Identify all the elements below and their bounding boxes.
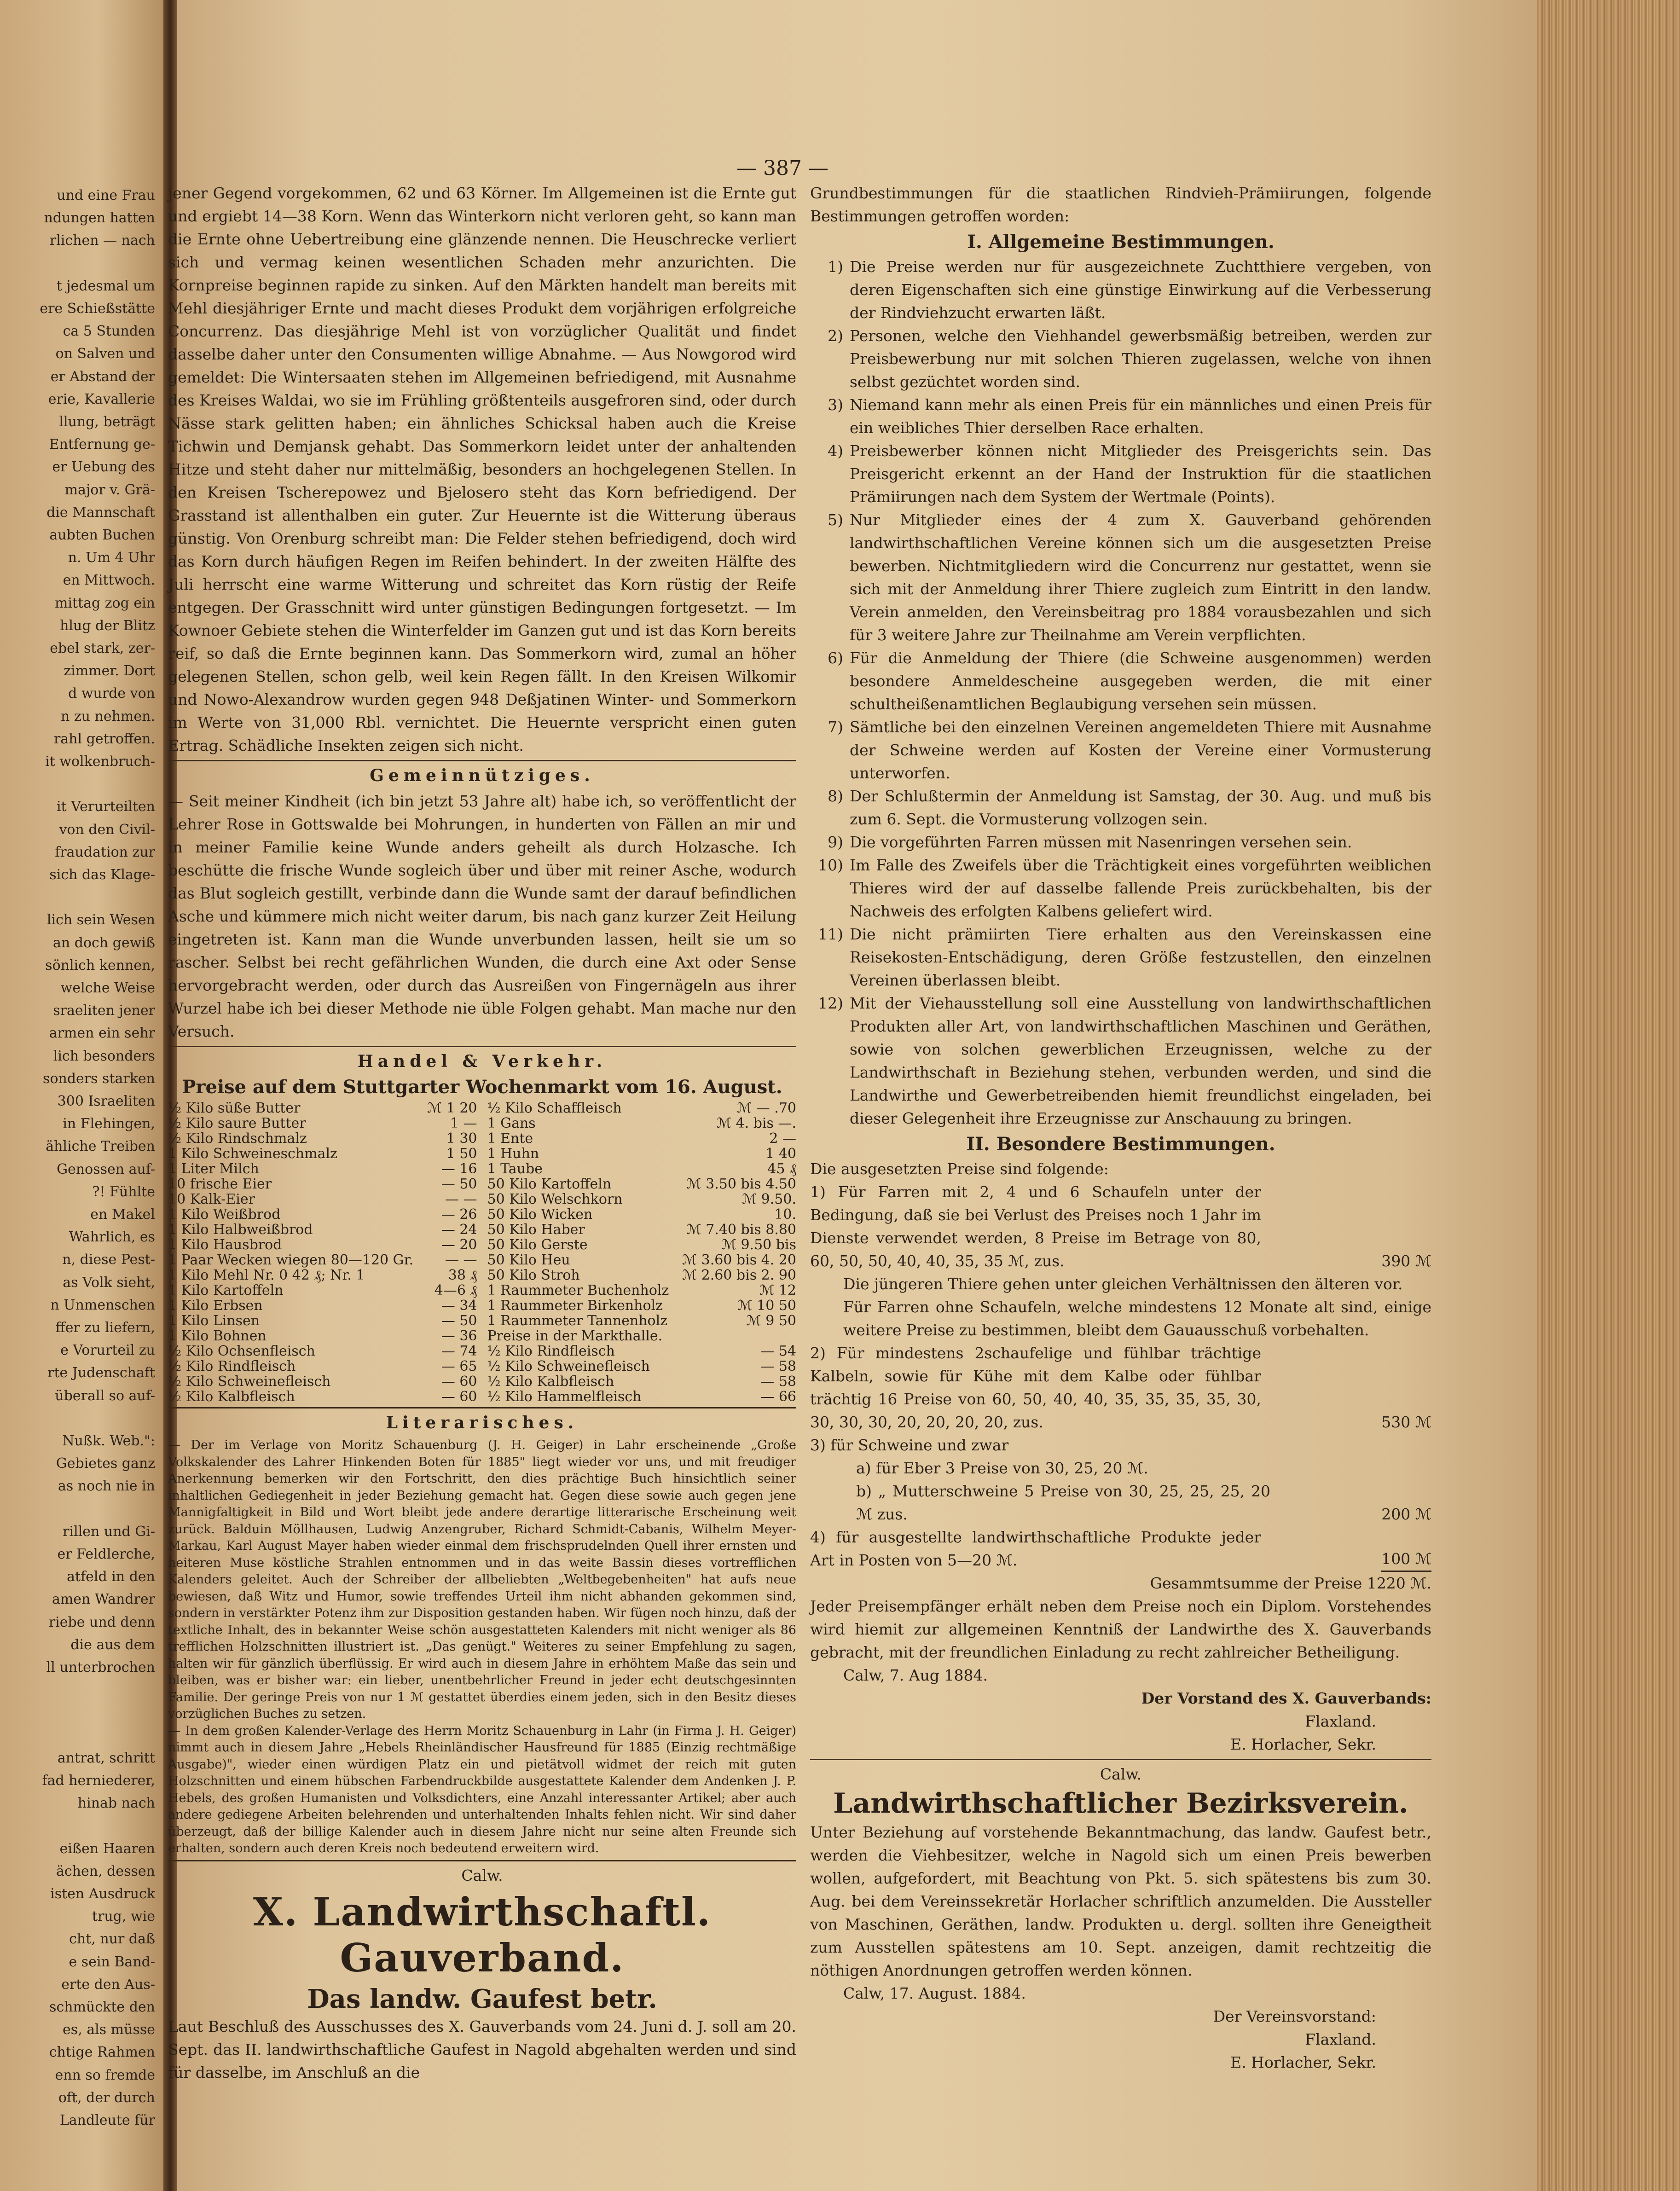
bezirksverein-title: Landwirthschaftlicher Bezirksverein.	[833, 1787, 1408, 1820]
left-page-line: erie, Kavallerie	[48, 391, 155, 407]
left-page-line: er Feldlerche,	[57, 1546, 155, 1562]
left-page-line: fad herniederer,	[42, 1773, 155, 1789]
price-item: ½ Kilo Hammelfleisch	[487, 1389, 642, 1405]
left-page-line: Wahrlich, es	[69, 1229, 155, 1246]
price-value: — 60	[441, 1389, 477, 1405]
price-value: 1 —	[450, 1115, 477, 1131]
bezirksverein-text: Unter Beziehung auf vorstehende Bekanntmachung, das landw. Gaufest betr., werden die Viehbesitzer, welche in Nagold sich um einen Preis bewerben wollen, aufgefordert, mit Beachtung von Pkt. 5. sich spätestens bis zum 30. Aug. bei dem Vereinssekretär Horlacher schriftlich anzumelden. Die Aussteller von Maschinen, Geräthen, landw. Produkten u. dergl. sollten ihre Geneigtheit zum Ausstellen spätestens am 10. Sept. anzeigen, damit rechtzeitig die nöthigen Anordnungen getroffen werden können.	[810, 1823, 1431, 1979]
price-row	[487, 1298, 797, 1313]
price-row	[487, 1374, 797, 1389]
price-item: ½ Kilo Rindschmalz	[168, 1130, 307, 1147]
section-heading-literarisches: Literarisches.	[386, 1413, 579, 1432]
price-row	[168, 1222, 477, 1237]
announcement-text: Laut Beschluß des Ausschusses des X. Gauverbands vom 24. Juni d. J. soll am 20. Sept. das II. landwirthschaftliche Gaufest in Nagold abgehalten werden und sind für dasselbe, im Anschluß an die	[168, 2017, 796, 2081]
price-value: — —	[445, 1252, 477, 1268]
left-page-line: it wolkenbruch-	[45, 754, 155, 770]
announcement-subtitle: Das landw. Gaufest betr.	[307, 1983, 657, 2014]
price-item: 1 Kilo Linsen	[168, 1313, 260, 1329]
price-value: ℳ 3.60 bis 4. 20	[682, 1252, 796, 1268]
left-page-line: rillen und Gi-	[63, 1523, 155, 1540]
price-table	[168, 1101, 796, 1404]
prize-4-sum: 100 ℳ	[1381, 1548, 1431, 1572]
price-row	[487, 1313, 797, 1328]
special-intro: Die ausgesetzten Preise sind folgende:	[810, 1160, 1109, 1178]
left-page-line: ?! Fühlte	[92, 1183, 155, 1200]
divider	[810, 1759, 1431, 1760]
prize-4-text: 4) für ausgestellte landwirthschaftliche Produkte jeder Art in Posten von 5—20 ℳ.	[810, 1528, 1261, 1569]
left-page-line: er Abstand der	[50, 368, 155, 385]
price-row	[487, 1222, 797, 1237]
price-value: ℳ — .70	[737, 1100, 796, 1116]
price-value: — 20	[441, 1237, 477, 1253]
rule-number: 7)	[828, 718, 843, 736]
left-page-line: it Verurteilten	[57, 799, 155, 815]
price-item: 1 Raummeter Birkenholz	[487, 1298, 663, 1314]
left-page-line: oft, der durch	[58, 2089, 155, 2106]
place-calw-2: Calw.	[1100, 1765, 1142, 1783]
rule-text: Sämtliche bei den einzelnen Vereinen angemeldeten Thiere mit Ausnahme der Schweine werden auf Kosten der Vereine einer Vormusterung unterworfen.	[850, 718, 1431, 782]
left-page-line: as Volk sieht,	[63, 1274, 155, 1291]
price-item: 1 Kilo Bohnen	[168, 1328, 266, 1344]
rule-text: Die Preise werden nur für ausgezeichnete Zuchtthiere vergeben, von deren Eigenschaften sich eine günstige Einwirkung auf die Verbesserung der Rindviehzucht erwarten läßt.	[850, 258, 1431, 322]
literary-notice-2: — In dem großen Kalender-Verlage des Herrn Moritz Schauenburg in Lahr (in Firma J. H. Geiger) nimmt auch in diesem Jahre „Hebels Rheinländischer Hausfreund für 1885 (Einzig rechtmäßige Ausgabe)", wieder einen würdigen Platz ein und pietätvoll widmet der reich mit guten Holzschnitten und einem hübschen Farbendruckbilde ausgestattete Kalender dem Andenken J. P. Hebels, des großen Humanisten und Volksdichters, eine Anzahl interessanter Artikel; aber auch andere gediegene Arbeiten belehrenden und unterhaltenden Inhalts fehlen nicht. Wir sind daher überzeugt, daß der billige Kalender auch in diesem Jahre nicht nur seine alten Freunde sich erhalten, sondern auch deren Kreis noch bedeutend erweitern wird.	[168, 1723, 796, 1855]
price-value: 4—6 ₰	[434, 1282, 477, 1298]
price-row	[487, 1344, 797, 1359]
price-item: 1 Huhn	[487, 1146, 539, 1162]
price-item: ½ Kilo Schweinefleisch	[168, 1374, 331, 1390]
price-item: 50 Kilo Stroh	[487, 1267, 580, 1283]
price-item: 10 frische Eier	[168, 1176, 272, 1192]
price-value: 1 30	[446, 1130, 477, 1147]
price-row	[487, 1116, 797, 1131]
left-page-line: llung, beträgt	[59, 414, 155, 430]
price-item: 50 Kilo Wicken	[487, 1206, 593, 1223]
left-page-line: erte den Aus-	[61, 1976, 155, 1993]
prize-3b-text: b) „ Mutterschweine 5 Preise von 30, 25, 25, 25, 20 ℳ zus.	[856, 1482, 1270, 1523]
general-rules-list	[810, 255, 1431, 1130]
price-row	[487, 1283, 797, 1298]
left-page-line: schmückte den	[49, 1999, 155, 2015]
price-value: 10.	[774, 1206, 796, 1223]
price-row	[168, 1116, 477, 1131]
price-value: ℳ 2.60 bis 2. 90	[682, 1267, 796, 1283]
left-page-line: t jedesmal um	[56, 278, 155, 294]
date-2: Calw, 17. August. 1884.	[843, 1984, 1026, 2002]
price-row	[487, 1192, 797, 1207]
column-left	[168, 182, 796, 2084]
prize-3-sum: 200 ℳ	[1381, 1505, 1431, 1523]
rule-text: Im Falle des Zweifels über die Trächtigkeit eines vorgeführten weiblichen Thieres wird der auf dasselbe fallende Preis zurückbehalten, bis der Nachweis des erfolgten Kalbens geliefert wird.	[850, 856, 1431, 920]
left-page-line: ll unterbrochen	[46, 1659, 155, 1675]
prize-2-text: 2) Für mindestens 2schaufelige und fühlbar trächtige Kalbeln, sowie für Kühe mit dem Kalbe oder fühlbar trächtig 16 Preise von 60, 50, 40, 40, 35, 35, 35, 35, 30, 30, 30, 30, 20, 20, 20, 20, zus.	[810, 1344, 1261, 1431]
price-value: ℳ 9.50 bis	[721, 1237, 796, 1253]
announcement-title: X. Landwirthschaftl. Gauverband.	[253, 1889, 712, 1981]
price-row	[487, 1268, 797, 1283]
price-value: — 34	[441, 1298, 477, 1314]
rule-item	[810, 831, 1431, 854]
diplom-text: Jeder Preisempfänger erhält neben dem Preise noch ein Diplom. Vorstehendes wird hiemit zur allgemeinen Kenntniß der Landwirthe des X. Gauverbands gebracht, mit der freundlichen Einladung zu recht zahlreicher Betheiligung.	[810, 1597, 1431, 1661]
price-value: 2 —	[769, 1130, 796, 1147]
left-page-line: in Flehingen,	[63, 1116, 155, 1132]
price-value: — 58	[760, 1358, 796, 1374]
price-row	[168, 1237, 477, 1252]
price-item: 1 Raummeter Tannenholz	[487, 1313, 668, 1329]
left-page-line: cht, nur daß	[69, 1931, 155, 1948]
price-item: 1 Kilo Mehl Nr. 0 42 ₰; Nr. 1	[168, 1267, 365, 1283]
left-page-line: die Mannschaft	[46, 504, 155, 521]
price-value: 1 40	[765, 1146, 796, 1162]
section-heading-gemeinnuetziges: Gemeinnütziges.	[370, 766, 595, 785]
left-page-line: Gebietes ganz	[56, 1455, 155, 1472]
price-row	[168, 1252, 477, 1268]
rule-number: 4)	[828, 442, 843, 460]
price-item: 1 Kilo Kartoffeln	[168, 1282, 284, 1298]
left-page-line: sraeliten jener	[53, 1003, 155, 1019]
price-value: — 24	[441, 1222, 477, 1238]
price-row	[168, 1298, 477, 1313]
rule-number: 11)	[818, 925, 843, 943]
price-row	[168, 1131, 477, 1146]
price-item: 1 Kilo Hausbrod	[168, 1237, 282, 1253]
price-table-title: Preise auf dem Stuttgarter Wochenmarkt vom 16. August.	[182, 1076, 782, 1098]
price-item: ½ Kilo Rindfleisch	[487, 1343, 615, 1359]
price-row	[168, 1374, 477, 1389]
signature-1-secretary: E. Horlacher, Sekr.	[1230, 1735, 1376, 1753]
left-page-line: n. Um 4 Uhr	[68, 550, 155, 566]
intro-text: Grundbestimmungen für die staatlichen Rindvieh-Prämiirungen, folgende Bestimmungen getroffen worden:	[810, 184, 1431, 225]
page-edges	[1537, 0, 1680, 2191]
rule-number: 6)	[828, 649, 843, 667]
left-page-line: aubten Buchen	[49, 527, 155, 543]
left-page-line: ffer zu liefern,	[55, 1320, 155, 1336]
price-item: 50 Kilo Gerste	[487, 1237, 588, 1253]
rule-number: 10)	[818, 856, 843, 874]
left-page-line: die aus dem	[70, 1636, 155, 1653]
rule-item	[810, 785, 1431, 831]
left-page-line: antrat, schritt	[57, 1750, 155, 1766]
price-row	[168, 1389, 477, 1404]
left-page-line: und eine Frau	[57, 187, 155, 203]
left-page-line: riebe und denn	[48, 1614, 155, 1630]
price-item: 1 Gans	[487, 1115, 536, 1131]
prize-2	[810, 1342, 1431, 1434]
signature-2-secretary: E. Horlacher, Sekr.	[1230, 2053, 1376, 2071]
price-value: — 66	[760, 1389, 796, 1405]
price-row	[487, 1237, 797, 1252]
rule-text: Mit der Viehausstellung soll eine Ausstellung von landwirthschaftlichen Produkten aller Art, von landwirthschaftlichen Maschinen und Geräthen, sowie von solchen gewerblichen Erzeugnissen, welche zu der Landwirthschaft in Beziehung stehen, verbunden werden, und sind die Landwirthe und Gewerbetreibenden hiemit freundlichst eingeladen, bei dieser Gelegenheit ihre Erzeugnisse zur Anschauung zu bringen.	[850, 994, 1431, 1127]
price-item: 1 Taube	[487, 1161, 543, 1177]
price-value: — 50	[441, 1176, 477, 1192]
left-page-line: ere Schießstätte	[40, 301, 155, 317]
price-row	[168, 1359, 477, 1374]
price-value: — 65	[441, 1358, 477, 1374]
left-page-line: an doch gewiß	[53, 934, 155, 951]
left-page-line: atfeld in den	[67, 1569, 155, 1585]
price-value: 1 50	[446, 1146, 477, 1162]
prize-1-note: Die jüngeren Thiere gehen unter gleichen Verhältnissen den älteren vor.	[843, 1275, 1403, 1293]
prize-total: Gesammtsumme der Preise 1220 ℳ.	[1150, 1574, 1431, 1592]
prize-1-note2: Für Farren ohne Schaufeln, welche mindestens 12 Monate alt sind, einige weitere Preise zu bestimmen, bleibt dem Gauausschuß vorbehalten.	[843, 1298, 1431, 1339]
left-page-line: hinab nach	[77, 1795, 155, 1812]
left-page-line: sönlich kennen,	[45, 957, 155, 974]
left-page-line: Genossen auf-	[57, 1161, 155, 1177]
price-item: 50 Kilo Heu	[487, 1252, 570, 1268]
facing-page-left	[0, 0, 163, 2191]
left-page-line: ächen, dessen	[56, 1863, 155, 1879]
left-page-line: ebel stark, zer-	[50, 640, 155, 656]
divider	[168, 1046, 796, 1047]
price-value: — 74	[441, 1343, 477, 1359]
price-row	[487, 1328, 797, 1344]
left-page-line: lich besonders	[53, 1048, 155, 1064]
price-value: ℳ 3.50 bis 4.50	[686, 1176, 796, 1192]
left-page-line: rlichen — nach	[49, 232, 155, 249]
price-item: 1 Liter Milch	[168, 1161, 259, 1177]
price-item: ½ Kilo Rindfleisch	[168, 1358, 296, 1374]
price-item: 1 Ente	[487, 1130, 533, 1147]
price-item: 50 Kilo Kartoffeln	[487, 1176, 612, 1192]
left-page-line: lich sein Wesen	[46, 912, 155, 928]
price-row	[487, 1207, 797, 1222]
left-page-line: fraudation zur	[55, 844, 155, 860]
rule-item	[810, 992, 1431, 1130]
rule-item	[810, 923, 1431, 992]
price-row	[168, 1344, 477, 1359]
divider	[168, 1407, 796, 1408]
price-value: ℳ 12	[759, 1282, 796, 1298]
price-item: ½ Kilo Schweinefleisch	[487, 1358, 650, 1374]
price-item: 10 Kalk-Eier	[168, 1191, 255, 1207]
prize-3-text: 3) für Schweine und zwar	[810, 1436, 1009, 1454]
price-row	[487, 1359, 797, 1374]
price-value: — 60	[441, 1374, 477, 1390]
rule-item	[810, 325, 1431, 394]
rule-number: 1)	[828, 258, 843, 276]
place-calw: Calw.	[461, 1866, 503, 1884]
price-value: ℳ 4. bis —.	[716, 1115, 796, 1131]
left-page-line: chtige Rahmen	[49, 2044, 155, 2061]
rule-item	[810, 255, 1431, 325]
left-page-line: es, als müsse	[63, 2022, 155, 2038]
price-value: — 36	[441, 1328, 477, 1344]
left-page-line: hlug der Blitz	[60, 617, 155, 634]
left-page-line: ähliche Treiben	[46, 1138, 155, 1155]
price-value: — —	[445, 1191, 477, 1207]
left-page-line: Entfernung ge-	[49, 436, 155, 453]
price-item: ½ Kilo süße Butter	[168, 1100, 301, 1116]
price-row	[487, 1131, 797, 1146]
date-1: Calw, 7. Aug 1884.	[843, 1666, 988, 1684]
rule-number: 9)	[828, 833, 843, 851]
rule-text: Für die Anmeldung der Thiere (die Schweine ausgenommen) werden besondere Anmeldescheine ausgegeben werden, die mit einer schultheißenamtlichen Beglaubigung versehen sein müssen.	[850, 649, 1431, 713]
price-row	[168, 1207, 477, 1222]
left-page-line: trug, wie	[92, 1908, 155, 1925]
price-row	[168, 1161, 477, 1177]
price-row	[168, 1268, 477, 1283]
price-item: 1 Raummeter Buchenholz	[487, 1282, 669, 1298]
section-heading-handel: Handel & Verkehr.	[357, 1052, 607, 1071]
price-value: ℳ 10 50	[737, 1298, 796, 1314]
left-page-line: en Mittwoch.	[63, 572, 155, 589]
left-page-line: mittag zog ein	[54, 595, 155, 611]
left-page-line: Landleute für	[59, 2112, 155, 2128]
price-row	[168, 1283, 477, 1298]
price-value: 45 ₰	[767, 1161, 796, 1177]
left-page-line: ndungen hatten	[44, 210, 155, 226]
rule-text: Nur Mitglieder eines der 4 zum X. Gauverband gehörenden landwirthschaftlichen Vereine können sich um die ausgesetzten Preise bewerben. Nichtmitgliedern wird die Concurrenz nur gestattet, wenn sie sich mit der Anmeldung ihrer Thiere zugleich zum Eintritt in den landw. Verein anmelden, den Vereinsbeitrag pro 1884 vorausbezahlen und sich für 3 weitere Jahre zur Theilnahme am Verein verpflichten.	[850, 511, 1431, 644]
prize-1	[810, 1181, 1431, 1273]
price-row	[487, 1389, 797, 1404]
price-value: ℳ 9 50	[746, 1313, 796, 1329]
left-page-line: ca 5 Stunden	[63, 323, 155, 340]
rule-item	[810, 509, 1431, 647]
rule-number: 12)	[818, 994, 843, 1012]
price-item: 50 Kilo Welschkorn	[487, 1191, 623, 1207]
price-column-right	[487, 1101, 797, 1404]
rule-item	[810, 394, 1431, 440]
rule-text: Der Schlußtermin der Anmeldung ist Samstag, der 30. Aug. und muß bis zum 6. Sept. die Vormusterung vollzogen sein.	[850, 787, 1431, 828]
signature-1-title: Der Vorstand des X. Gauverbands:	[1141, 1689, 1431, 1707]
left-page-line: 300 Israeliten	[57, 1093, 155, 1109]
left-page-line: eißen Haaren	[59, 1840, 155, 1857]
prize-3a: a) für Eber 3 Preise von 30, 25, 20 ℳ.	[856, 1459, 1148, 1477]
rule-text: Die vorgeführten Farren müssen mit Nasenringen versehen sein.	[850, 833, 1352, 851]
price-item: 1 Paar Wecken wiegen 80—120 Gr.	[168, 1252, 414, 1268]
price-item: 50 Kilo Haber	[487, 1222, 585, 1238]
left-page-line: überall so auf-	[55, 1387, 155, 1404]
left-page-line: d wurde von	[68, 685, 155, 702]
left-page-line: armen ein sehr	[49, 1025, 155, 1042]
price-row	[168, 1177, 477, 1192]
left-page-line: sonders starken	[43, 1070, 155, 1087]
rule-text: Preisbewerber können nicht Mitglieder des Preisgerichts sein. Das Preisgericht erkennt an der Hand der Instruktion für die staatlichen Prämiirungen nach dem System der Wertmale (Points).	[850, 442, 1431, 506]
left-page-line: as noch nie in	[58, 1478, 155, 1495]
price-value: — 54	[760, 1343, 796, 1359]
price-row	[487, 1146, 797, 1161]
rule-text: Niemand kann mehr als einen Preis für ein männliches und einen Preis für ein weibliches Thier derselben Race erhalten.	[850, 396, 1431, 437]
prize-1-sum: 390 ℳ	[1381, 1252, 1431, 1270]
rule-item	[810, 647, 1431, 716]
price-value: 38 ₰	[448, 1267, 477, 1283]
left-page-line: n, diese Pest-	[62, 1252, 155, 1268]
rule-item	[810, 716, 1431, 785]
divider	[168, 1860, 796, 1861]
price-column-left	[168, 1101, 477, 1404]
price-value: — 26	[441, 1206, 477, 1223]
left-page-line: e Vorurteil zu	[60, 1342, 155, 1359]
rule-number: 8)	[828, 787, 843, 805]
heading-general-rules: I. Allgemeine Bestimmungen.	[967, 231, 1274, 253]
signature-1-name: Flaxland.	[1305, 1712, 1376, 1730]
rule-number: 5)	[828, 511, 843, 529]
left-page-line: rte Judenschaft	[47, 1365, 155, 1381]
price-row	[168, 1328, 477, 1344]
price-item: ½ Kilo Schaffleisch	[487, 1100, 622, 1116]
rule-number: 3)	[828, 396, 843, 414]
rule-number: 2)	[828, 327, 843, 345]
price-value: ℳ 1 20	[427, 1100, 477, 1116]
price-item: ½ Kilo Ochsenfleisch	[168, 1343, 315, 1359]
left-page-line: von den Civil-	[59, 821, 155, 838]
left-page-line: sich das Klage-	[49, 867, 155, 883]
price-value: ℳ 7.40 bis 8.80	[686, 1222, 796, 1238]
price-item: 1 Kilo Schweineschmalz	[168, 1146, 337, 1162]
rule-text: Die nicht prämiirten Tiere erhalten aus den Vereinskassen eine Reisekosten-Entschädigung, deren Größe festzustellen, den einzelnen Vereinen überlassen bleibt.	[850, 925, 1431, 989]
rule-item	[810, 854, 1431, 923]
price-value: — 50	[441, 1313, 477, 1329]
price-value: ℳ 9.50.	[742, 1191, 796, 1207]
price-row	[487, 1177, 797, 1192]
left-page-line: amen Wandrer	[52, 1591, 155, 1608]
left-page-line: rahl getroffen.	[53, 730, 155, 747]
price-row	[487, 1252, 797, 1268]
left-page-line: zimmer. Dort	[64, 663, 155, 679]
price-item: 1 Kilo Erbsen	[168, 1298, 263, 1314]
left-page-line: major v. Grä-	[64, 481, 155, 498]
left-page-line: e sein Band-	[69, 1953, 155, 1970]
price-row	[487, 1161, 797, 1177]
left-page-line: enn so fremde	[55, 2067, 155, 2083]
left-page-line: en Makel	[90, 1206, 155, 1223]
price-row	[487, 1101, 797, 1116]
prize-3b	[810, 1480, 1431, 1526]
price-row	[168, 1192, 477, 1207]
price-row	[168, 1101, 477, 1116]
price-item: 1 Kilo Weißbrod	[168, 1206, 281, 1223]
left-page-line: Nußk. Web.":	[62, 1433, 155, 1449]
price-item: ½ Kilo Kalbfleisch	[487, 1374, 614, 1390]
price-row	[168, 1313, 477, 1328]
price-row	[168, 1146, 477, 1161]
signature-2-title: Der Vereinsvorstand:	[1213, 2007, 1376, 2025]
signature-2-name: Flaxland.	[1305, 2030, 1376, 2048]
divider	[168, 760, 796, 761]
price-item: Preise in der Markthalle.	[487, 1328, 663, 1344]
page-number: — 387 —	[736, 156, 828, 180]
price-item: ½ Kilo Kalbfleisch	[168, 1389, 295, 1405]
gemeinnuetziges-text: — Seit meiner Kindheit (ich bin jetzt 53 Jahre alt) habe ich, so veröffentlicht der Lehrer Rose in Gottswalde bei Mohrungen, in hunderten von Fällen an mir und in meiner Familie keine Wunde anders geheilt als durch Holzasche. Ich beschütte die frische Wunde sogleich über und über mit reiner Asche, wodurch das Blut sogleich gestillt, verbinde dann die Wunde samt der darauf befindlichen Asche und kümmere mich nicht weiter darum, bis nach ganz kurzer Zeit Heilung eingetreten ist. Kann man die Wunde unverbunden lassen, heilt sie um so rascher. Selbst bei recht gefährlichen Wunden, die durch eine Axt oder Sense hervorgebracht werden, oder durch das Ausreißen von Fingernägeln aus ihrer Wurzel habe ich bei dieser Methode nie üble Folgen gehabt. Man mache nur den Versuch.	[168, 792, 796, 1040]
left-page-line: n Unmenschen	[50, 1297, 155, 1313]
rule-item	[810, 440, 1431, 509]
prize-2-sum: 530 ℳ	[1381, 1413, 1431, 1431]
crop-report: jener Gegend vorgekommen, 62 und 63 Körner. Im Allgemeinen ist die Ernte gut und ergiebt 14—38 Korn. Wenn das Winterkorn nicht verloren geht, so kann man die Ernte ohne Uebertreibung eine glänzende nennen. Die Heuschrecke verliert sich und vermag keinen wesentlichen Schaden mehr anzurichten. Die Kornpreise beginnen rapide zu sinken. Auf den Märkten handelt man bereits mit Mehl diesjähriger Ernte und macht dieses Produkt dem vorjährigen erfolgreiche Concurrenz. Das diesjährige Mehl ist von vorzüglicher Qualität und findet dasselbe daher unter den Consumenten willige Abnahme. — Aus Nowgorod wird gemeldet: Die Wintersaaten stehen im Allgemeinen befriedigend, mit Ausnahme des Kreises Waldai, wo sie im Frühling größtenteils ausgefroren sind, oder durch Nässe stark gelitten haben; ein ähnliches Schicksal haben auch die Kreise Tichwin und Demjansk gehabt. Das Sommerkorn leidet unter der anhaltenden Hitze und steht daher nur mittelmäßig, besonders an hochgelegenen Stellen. In den Kreisen Tscherepowez und Bjelosero steht das Korn befriedigend. Der Grasstand ist allenthalben ein guter. Zur Heuernte ist die Witterung überaus günstig. Von Orenburg schreibt man: Die Felder stehen befriedigend, doch wird das Korn durch häufigen Regen im Reifen behindert. In der zweiten Hälfte des Juli herrscht eine warme Witterung und schreitet das Korn rüstig der Reife entgegen. Der Grasschnitt wird unter günstigen Bedingungen fortgesetzt. — Im Kownoer Gebiete stehen die Winterfelder im Ganzen gut und ist das Korn bereits reif, so daß die Ernte beginnen kann. Das Sommerkorn wird, zumal an höher gelegenen Stellen, schon gelb, weil kein Regen fällt. In den Kreisen Wilkomir und Nowo-Alexandrow wurden gegen 948 Deßjatinen Winter- und Sommerkorn im Werte von 31,000 Rbl. vernichtet. Die Heuernte verspricht einen guten Ertrag. Schädliche Insekten zeigen sich nicht.	[168, 184, 796, 754]
rule-text: Personen, welche den Viehhandel gewerbsmäßig betreiben, werden zur Preisbewerbung nur mit solchen Thieren zugelassen, welche von ihnen selbst gezüchtet worden sind.	[850, 327, 1431, 391]
left-page-line: welche Weise	[60, 980, 155, 996]
left-page-line: on Salven und	[55, 346, 155, 362]
price-value: — 16	[441, 1161, 477, 1177]
left-page-line: isten Ausdruck	[50, 1886, 155, 1902]
left-page-line: er Uebung des	[52, 459, 155, 475]
prize-4	[810, 1526, 1431, 1572]
price-value: — 58	[760, 1374, 796, 1390]
literary-notice-1: — Der im Verlage von Moritz Schauenburg (J. H. Geiger) in Lahr erscheinende „Große Volkskalender des Lahrer Hinkenden Boten für 1885" liegt wieder vor uns, und mit freudiger Anerkennung bemerken wir den Fortschritt, den dies prächtige Buch hinsichtlich seiner inhaltlichen Gediegenheit in jeder Beziehung gemacht hat. Gegen diese sowie auch gegen jene Mannigfaltigkeit in Bild und Wort bleibt jede andere derartige litterarische Erscheinung weit zurück. Balduin Möllhausen, Ludwig Anzengruber, Richard Schmidt-Cabanis, Wilhelm Meyer-Markau, Karl August Mayer haben wieder einmal dem frischsprudelnden Quell ihrer ernsten und heiteren Muse köstliche Strahlen entnommen und in das weite Bassin dieses vortrefflichen Kalenders geleitet. Auch der Schreiber der allbeliebten „Weltbegebenheiten" hat aufs neue bewiesen, daß Witz und Humor, sowie treffendes Urteil ihm nicht abhanden gekommen sind, sondern in verstärkter Potenz ihm zur Disposition gestanden haben. Wir fügen noch hinzu, daß der textliche Inhalt, des in bekannter Weise schön ausgestatteten Kalenders mit nicht weniger als 86 trefflichen Holzschnitten illustriert ist. „Das genügt." Weiteres zu seiner Empfehlung zu sagen, halten wir für gänzlich überflüssig. Er wird auch in diesem Jahre in erhöhtem Maße das sein und bleiben, was er bisher war: ein lieber, unentbehrlicher Freund in jeder echt deutschgesinnten Familie. Der geringe Preis von nur 1 ℳ gestattet überdies einem jeden, sich in den Besitz dieses vorzüglichen Buches zu setzen.	[168, 1438, 796, 1721]
price-item: ½ Kilo saure Butter	[168, 1115, 306, 1131]
left-page-line: n zu nehmen.	[61, 708, 155, 725]
column-right	[810, 182, 1431, 2074]
prize-1-text: 1) Für Farren mit 2, 4 und 6 Schaufeln unter der Bedingung, daß sie bei Verlust des Preises noch 1 Jahr im Dienste verwendet werden, 8 Preise im Betrage von 80, 60, 50, 50, 40, 40, 35, 35 ℳ, zus.	[810, 1183, 1261, 1270]
heading-special-rules: II. Besondere Bestimmungen.	[966, 1133, 1275, 1155]
price-item: 1 Kilo Halbweißbrod	[168, 1222, 313, 1238]
